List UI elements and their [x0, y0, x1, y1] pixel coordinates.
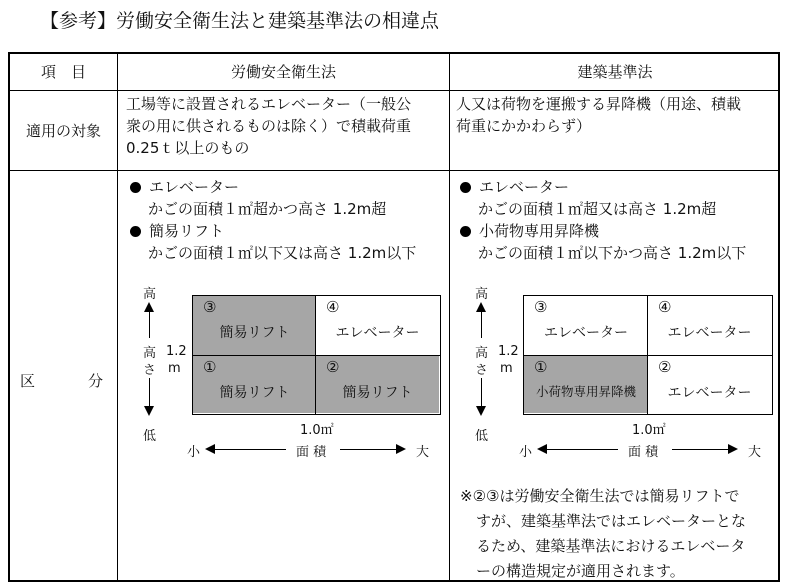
axis-large-label: 大 [748, 445, 762, 460]
category-kenchiku-text [460, 176, 778, 264]
axis-small-label: 小 [519, 445, 533, 460]
quadrant-1 [193, 356, 316, 413]
note-line: ーの構造規定が適用されます。 [476, 562, 685, 580]
quadrant-3 [193, 296, 316, 356]
scope-anzen [126, 93, 446, 159]
note-line: ※②③は労働安全衛生法では簡易リフトで [460, 487, 740, 505]
axis-high-label: 高 [143, 287, 157, 302]
scope-kenchiku-line: 人又は荷物を運搬する昇降機（用途、積載 [456, 95, 742, 113]
item-name: エレベーター [149, 178, 240, 196]
axis-low-label: 低 [475, 429, 489, 444]
note-line: すが、建築基準法ではエレベーターとな [476, 512, 747, 530]
bullet-icon [460, 226, 471, 237]
quadrant-label: 簡易リフト [219, 385, 290, 401]
item-desc: かごの面積１㎡以下かつ高さ 1.2m以下 [478, 244, 747, 262]
quadrant-number: ② [326, 358, 340, 376]
height-threshold: 1.2 [498, 344, 519, 359]
axis-line [672, 449, 729, 450]
quadrant-number: ① [534, 358, 548, 376]
quadrant-label: 小荷物専用昇降機 [535, 384, 636, 399]
arrow-right-icon [728, 444, 738, 454]
quadrant-number: ④ [326, 298, 340, 316]
quadrant-label: エレベーター [544, 325, 628, 341]
axis-height-label: さ [475, 363, 489, 378]
quadrant-number: ④ [658, 298, 672, 316]
axis-low-label: 低 [143, 429, 157, 444]
item-name: エレベーター [479, 178, 570, 196]
height-threshold: 1.2 [166, 344, 187, 359]
quadrant-2 [316, 356, 439, 413]
quadrant-1 [524, 356, 648, 413]
axis-line [149, 310, 150, 338]
note [460, 484, 778, 584]
quadrant-label: 簡易リフト [342, 385, 413, 401]
height-threshold-unit: m [500, 361, 513, 376]
item-desc: かごの面積１㎡超又は高さ 1.2m超 [478, 200, 717, 218]
axis-height-label: 高 [143, 346, 157, 361]
quadrant-grid [523, 295, 773, 415]
quadrant-4 [316, 296, 439, 356]
row-divider [10, 90, 778, 91]
axis-area-label: 面 積 [296, 445, 327, 460]
header-kenchiku: 建築基準法 [577, 63, 653, 81]
item-desc: かごの面積１㎡超かつ高さ 1.2m超 [148, 200, 387, 218]
scope-anzen-line: 0.25ｔ以上のもの [126, 139, 250, 157]
header-item: 項 目 [40, 63, 86, 81]
quadrant-number: ② [658, 358, 672, 376]
quadrant-label: 簡易リフト [219, 325, 290, 341]
height-threshold-unit: m [168, 361, 181, 376]
scope-kenchiku [456, 93, 776, 137]
quadrant-number: ③ [203, 298, 217, 316]
axis-line [340, 449, 397, 450]
axis-line [149, 378, 150, 408]
note-line: るため、建築基準法におけるエレベータ [476, 537, 746, 555]
bullet-icon [130, 182, 141, 193]
quadrant-label: エレベーター [667, 385, 752, 401]
axis-line [481, 378, 482, 408]
quadrant-number: ① [203, 358, 217, 376]
quadrant-number: ③ [534, 298, 548, 316]
axis-height-label: さ [143, 363, 157, 378]
scope-anzen-line: 工場等に設置されるエレベーター（一般公 [126, 95, 412, 113]
arrow-down-icon [144, 406, 154, 416]
axis-area-label: 面 積 [628, 445, 659, 460]
area-threshold: 1.0㎡ [300, 423, 334, 438]
axis-line [481, 310, 482, 338]
category-label-left: 区 [20, 372, 36, 390]
header-anzen: 労働安全衛生法 [230, 63, 336, 81]
column-divider [449, 54, 450, 580]
axis-line [213, 449, 286, 450]
item-name: 簡易リフト [149, 222, 225, 240]
page-title: 【参考】労働安全衛生法と建築基準法の相違点 [40, 10, 440, 32]
axis-small-label: 小 [187, 445, 201, 460]
quadrant-3 [524, 296, 648, 356]
category-label-right: 分 [88, 372, 104, 390]
quadrant-grid [192, 295, 441, 415]
axis-large-label: 大 [416, 445, 430, 460]
axis-height-label: 高 [475, 346, 489, 361]
scope-anzen-line: 衆の用に供されるものは除く）で積載荷重 [126, 117, 412, 135]
bullet-icon [130, 226, 141, 237]
category-anzen-text [130, 176, 445, 264]
quadrant-2 [648, 356, 771, 413]
arrow-right-icon [396, 444, 406, 454]
scope-kenchiku-line: 荷重にかかわらず） [456, 117, 592, 135]
grid-divider [193, 355, 440, 356]
bullet-icon [460, 182, 471, 193]
axis-high-label: 高 [475, 287, 489, 302]
item-name: 小荷物専用昇降機 [479, 222, 600, 240]
quadrant-label: エレベーター [667, 325, 752, 341]
quadrant-4 [648, 296, 771, 356]
column-divider [117, 54, 118, 580]
area-threshold: 1.0㎡ [632, 423, 666, 438]
row-divider [10, 170, 778, 171]
arrow-down-icon [476, 406, 486, 416]
item-desc: かごの面積１㎡以下又は高さ 1.2m以下 [148, 244, 417, 262]
grid-divider [524, 355, 772, 356]
quadrant-label: エレベーター [335, 325, 420, 341]
axis-line [545, 449, 618, 450]
scope-label: 適用の対象 [25, 122, 101, 140]
